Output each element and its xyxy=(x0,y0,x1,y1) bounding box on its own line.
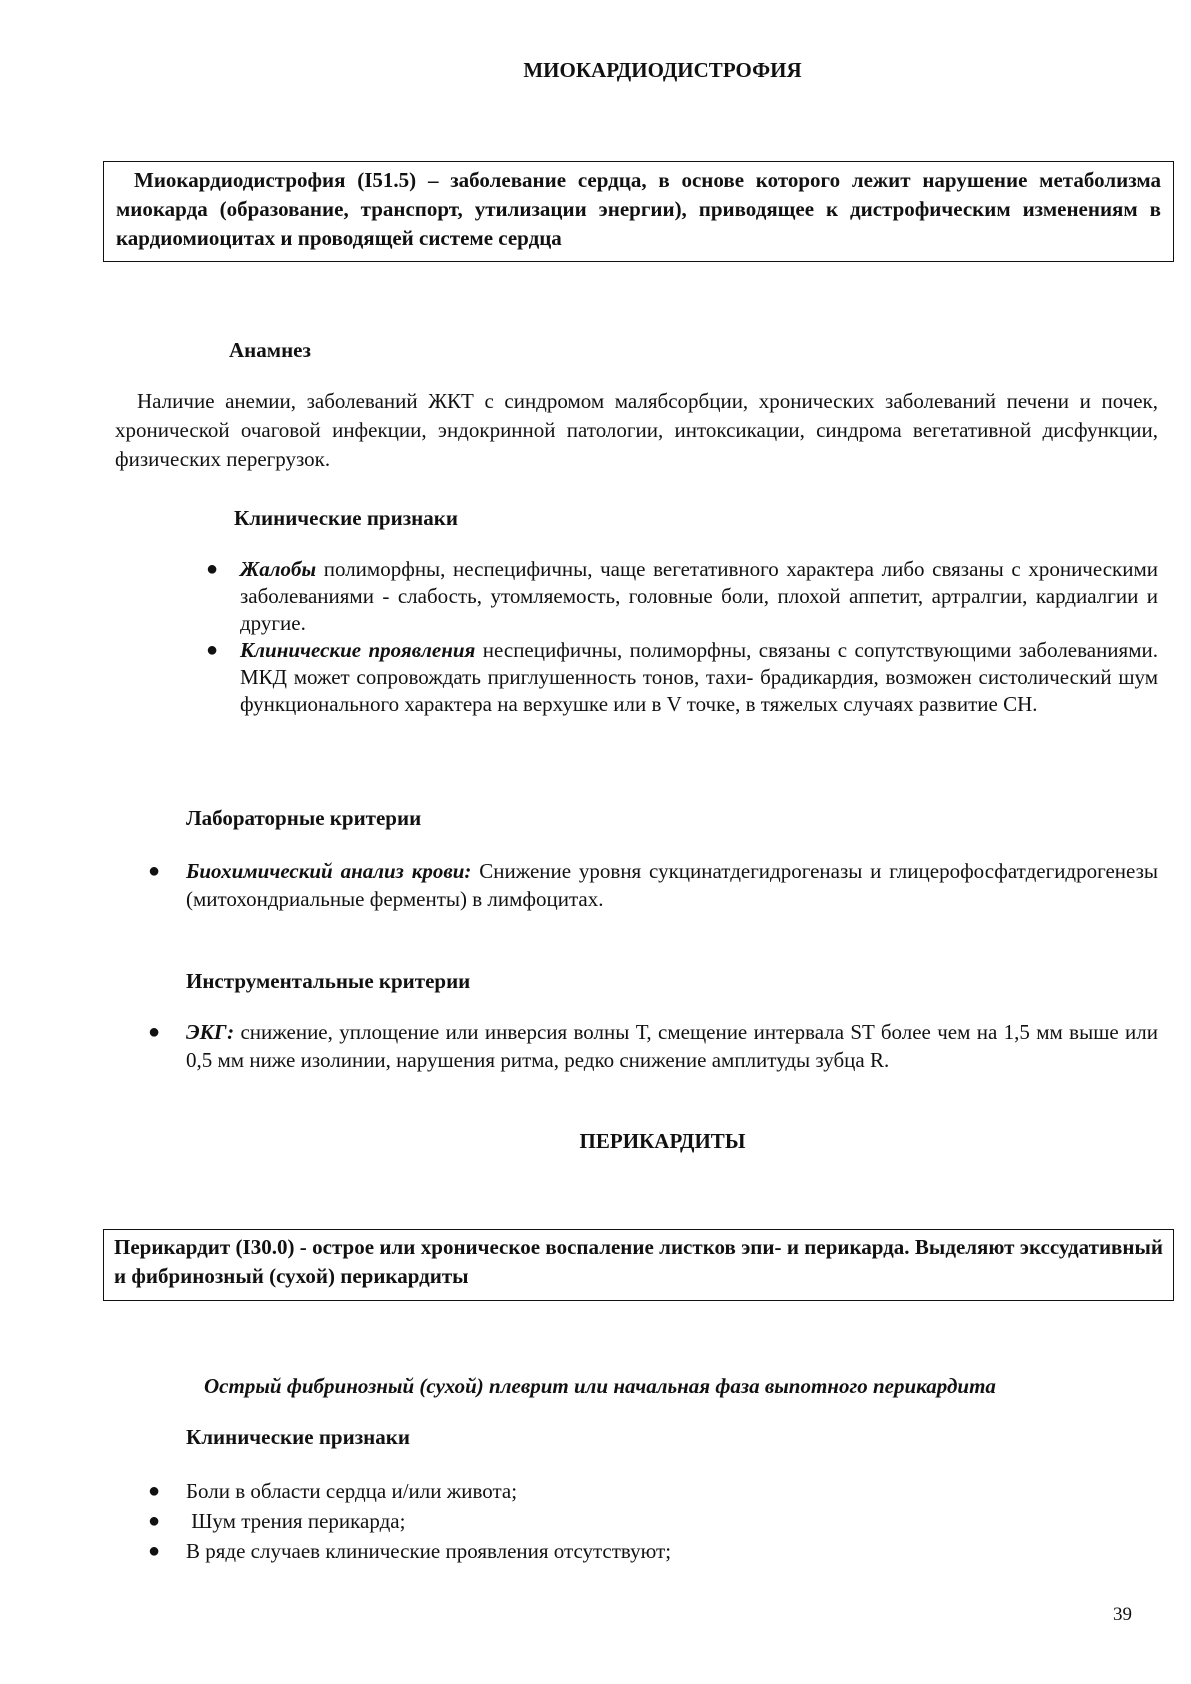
page-number: 39 xyxy=(1113,1604,1132,1625)
bullet-icon: ● xyxy=(148,860,161,882)
bullet-icon: ● xyxy=(148,1510,161,1532)
definition-box-pericarditis xyxy=(103,1229,1174,1301)
item-text: Шум трения перикарда; xyxy=(186,1509,406,1533)
heading-clinical-signs-peri: Клинические признаки xyxy=(186,1425,410,1449)
item-term: Клинические проявления xyxy=(240,638,476,662)
heading-anamnesis: Анамнез xyxy=(229,338,311,362)
subsection-title-pericarditis: Острый фибринозный (сухой) плеврит или начальная фаза выпотного перикардита xyxy=(204,1374,996,1398)
item-text: Боли в области сердца и/или живота; xyxy=(186,1479,518,1503)
bullet-icon: ● xyxy=(148,1480,161,1502)
item-term: Биохимический анализ крови: xyxy=(186,859,472,883)
item-text: снижение, уплощение или инверсия волны Т, смещение интервала ST более чем на 1,5 мм выше или 0,5 мм ниже изолинии, нарушения ритма, редко снижение амплитуды зубца R. xyxy=(186,1020,1158,1072)
section-title-pericarditis: ПЕРИКАРДИТЫ xyxy=(579,1129,746,1153)
instrumental-criteria-list xyxy=(148,1018,1158,1074)
list-item xyxy=(148,1506,1158,1536)
bullet-icon: ● xyxy=(148,1540,161,1562)
heading-instrumental-criteria: Инструментальные критерии xyxy=(186,969,471,993)
definition-text: Перикардит (I30.0) - острое или хроническое воспаление листков эпи- и перикарда. Выделяют экссудативный и фибринозный (сухой) перикардиты xyxy=(114,1235,1163,1288)
bullet-icon: ● xyxy=(206,639,219,661)
clinical-signs-list-peri xyxy=(148,1476,1158,1566)
definition-box-myocardiodystrophy xyxy=(103,161,1174,262)
lab-criteria-list xyxy=(148,857,1158,913)
list-item xyxy=(206,556,1158,637)
item-term: ЭКГ: xyxy=(186,1020,235,1044)
item-term: Жалобы xyxy=(240,557,317,581)
heading-clinical-signs-mkd: Клинические признаки xyxy=(234,506,458,530)
list-item xyxy=(148,1476,1158,1506)
list-item xyxy=(206,637,1158,718)
definition-text: Миокардиодистрофия (I51.5) – заболевание сердца, в основе которого лежит нарушение метаболизма миокарда (образование, транспорт, утилизации энергии), приводящее к дистрофическим изменениям в кардиомиоцитах и проводящей системе сердца xyxy=(116,168,1161,250)
section-title-myocardiodystrophy: МИОКАРДИОДИСТРОФИЯ xyxy=(523,58,802,82)
bullet-icon: ● xyxy=(206,558,219,580)
item-text: полиморфны, неспецифичны, чаще вегетативного характера либо связаны с хроническими заболеваниями - слабость, утомляемость, головные боли, плохой аппетит, артралгии, кардиалгии и другие. xyxy=(240,557,1158,635)
clinical-signs-list-mkd xyxy=(206,556,1158,718)
item-text: неспецифичны, полиморфны, связаны с сопутствующими заболеваниями. МКД может сопровождать приглушенность тонов, тахи- брадикардия, возможен систолический шум функционального характера на верхушке или в V точке, в тяжелых случаях развитие СН. xyxy=(240,638,1158,716)
list-item xyxy=(148,857,1158,913)
list-item xyxy=(148,1018,1158,1074)
bullet-icon: ● xyxy=(148,1021,161,1043)
heading-lab-criteria: Лабораторные критерии xyxy=(186,806,422,830)
item-text: Снижение уровня сукцинатдегидрогеназы и глицерофосфатдегидрогенезы (митохондриальные ферменты) в лимфоцитах. xyxy=(186,859,1158,911)
anamnesis-text: Наличие анемии, заболеваний ЖКТ с синдромом малябсорбции, хронических заболеваний печени и почек, хронической очаговой инфекции, эндокринной патологии, интоксикации, синдрома вегетативной дисфункции, физических перегрузок. xyxy=(115,389,1158,471)
list-item xyxy=(148,1536,1158,1566)
item-text: В ряде случаев клинические проявления отсутствуют; xyxy=(186,1539,672,1563)
